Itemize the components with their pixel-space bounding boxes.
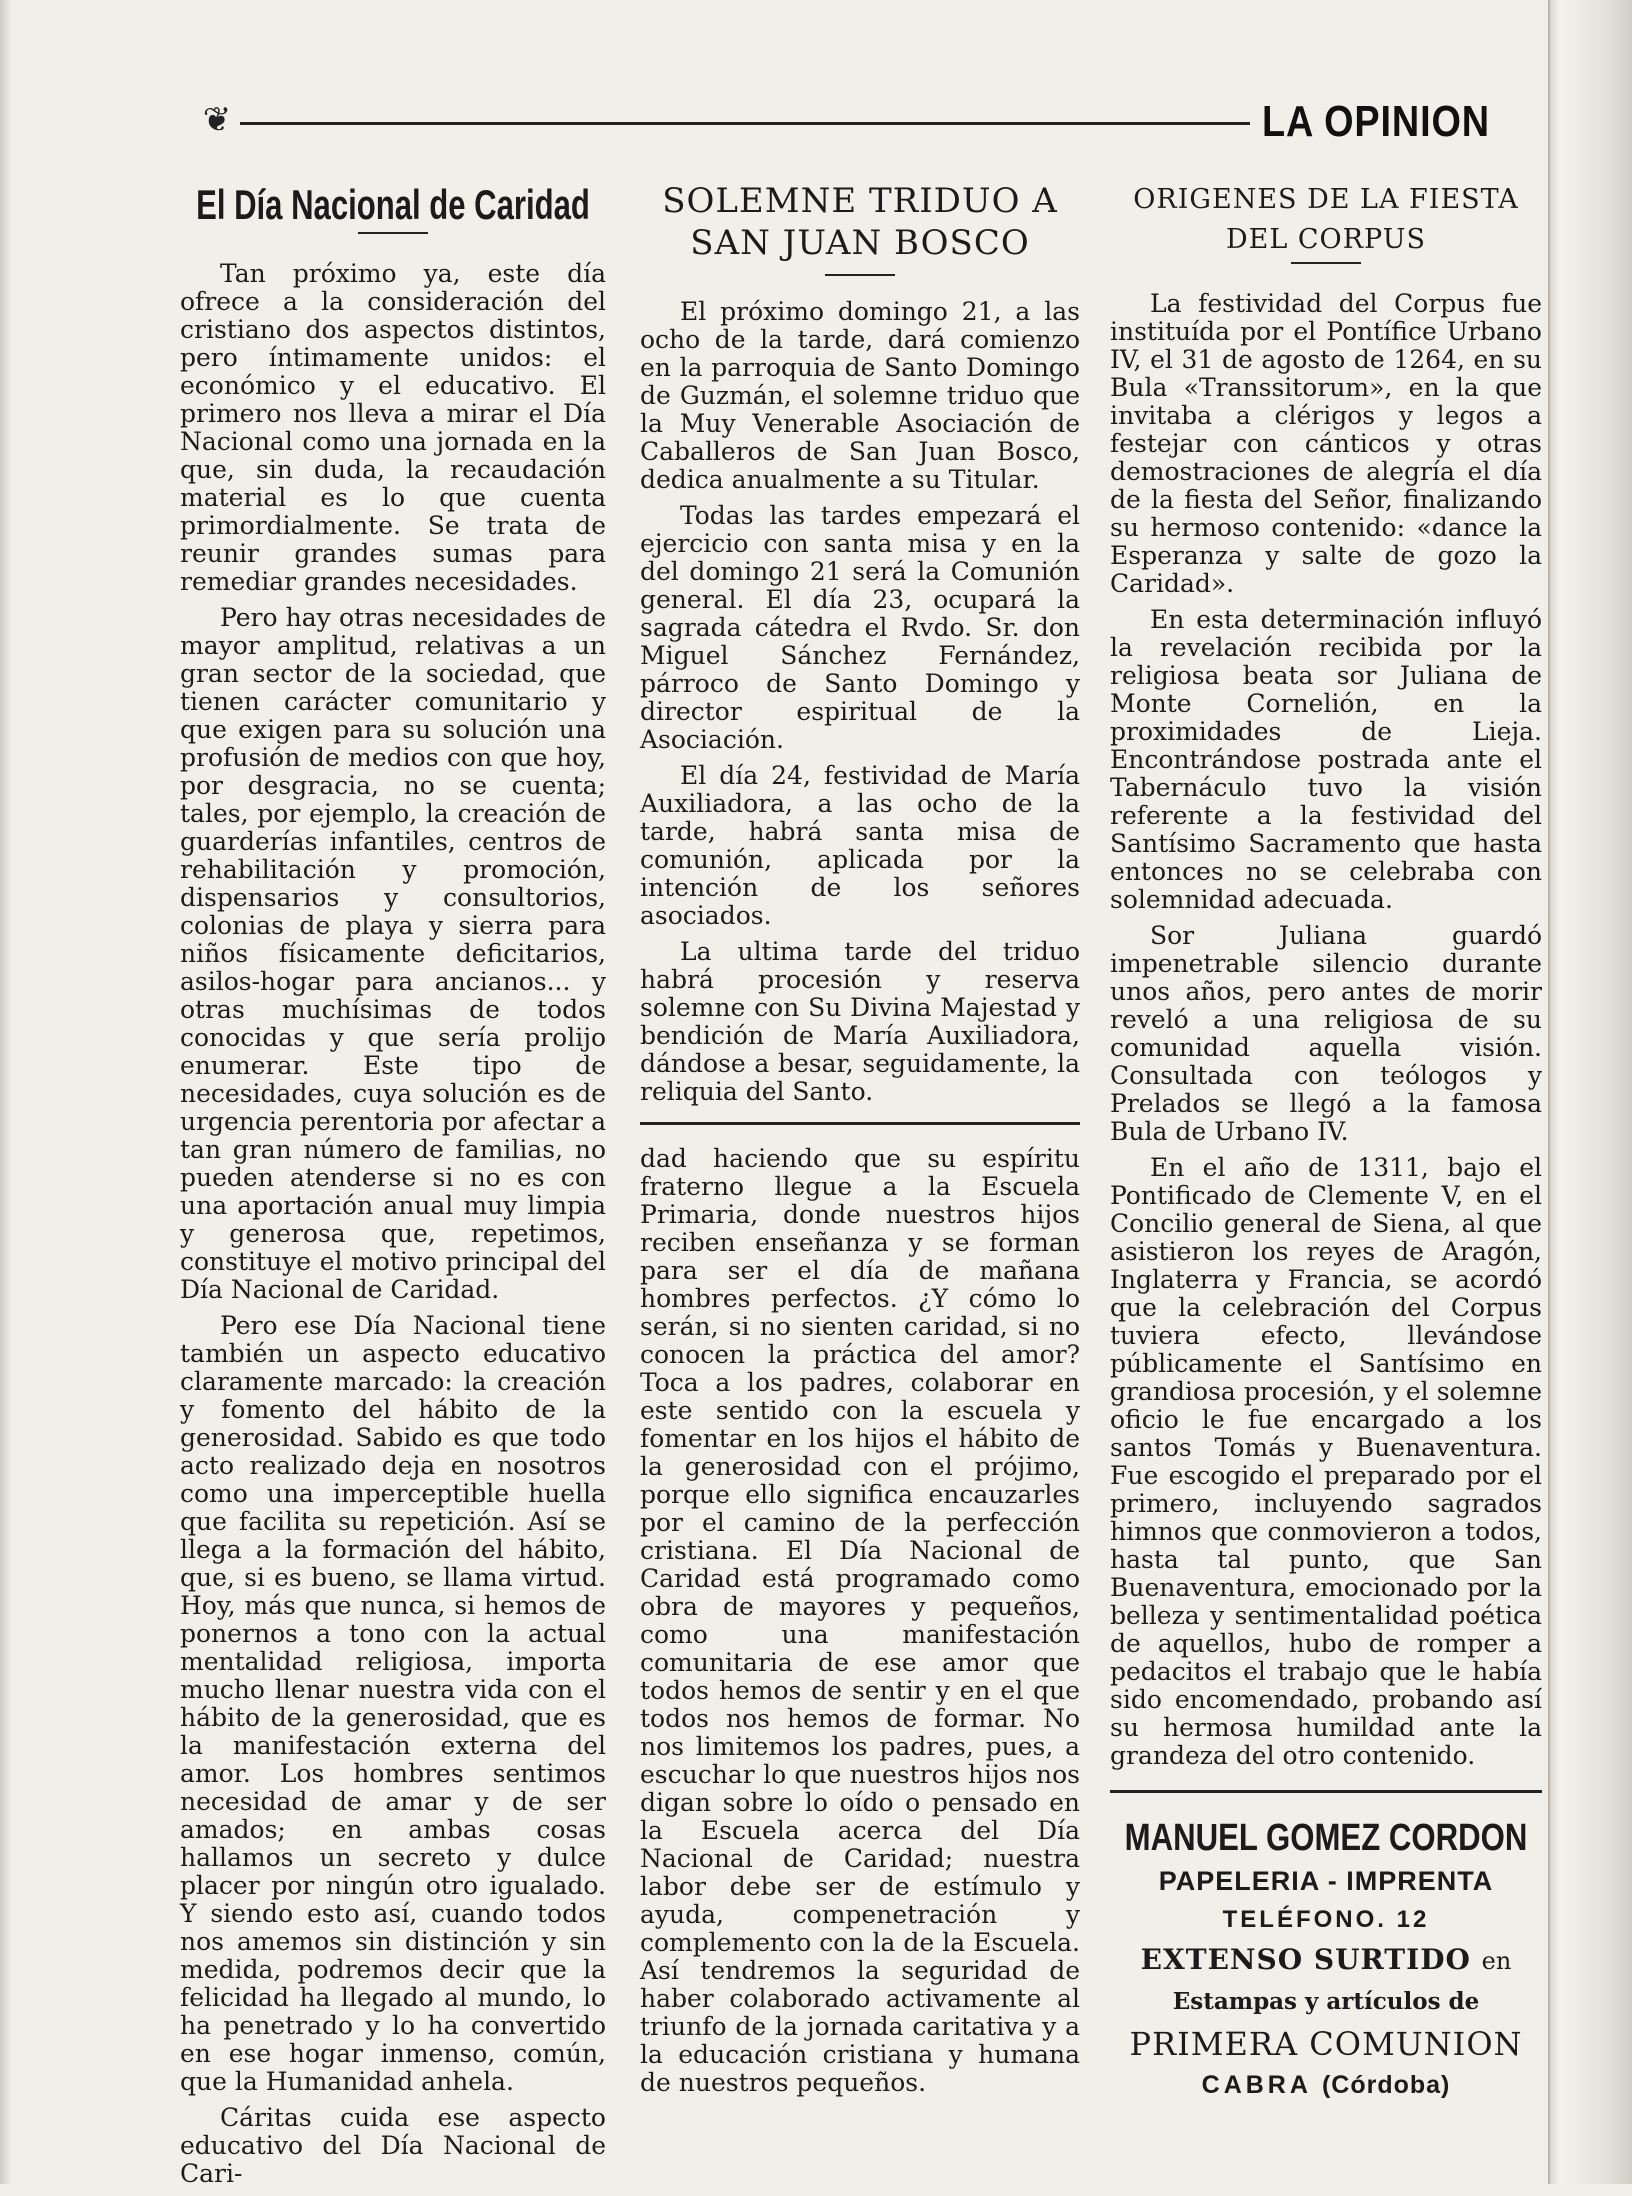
article3-paragraph: En el año de 1311, bajo el Pontificado de Clemente V, en el Concilio general de Siena, al que asistieron los reyes de Aragón, Inglaterra y Francia, se acordó que la celebración del Corpus tuviera efecto, llevándose públicamente el Santísimo en grandiosa procesión, y el solemne oficio le fue encargado a los santos Tomás y Buenaventura. Fue escogido el preparado por el primero, incluyendo sagrados himnos que conmovieron a todos, hasta tal punto, que San Buenaventura, emocionado por la belleza y sentimentalidad poética de aquellos, hubo de romper a pedacitos el trabajo que le había sido encomendado, probando así su hermosa humildad ante la grandeza del otro contenido. <box>1110 1153 1542 1770</box>
article3-paragraph: Sor Juliana guardó impenetrable silencio durante unos años, pero antes de morir reveló a una religiosa de su comunidad aquella visión. Consultada con teólogos y Prelados se llegó a la famosa Bula de Urbano IV. <box>1110 921 1542 1146</box>
next-page-edge <box>1548 0 1632 2184</box>
ad-phone: TELÉFONO. 12 <box>1222 1906 1430 1933</box>
column-3 <box>1110 180 1542 2104</box>
ad-location <box>1110 2066 1542 2104</box>
ad-province: (Córdoba) <box>1321 2071 1451 2099</box>
ad-line-2: Estampas y artículos de <box>1172 1988 1480 2015</box>
article1-paragraph: Tan próximo ya, este día ofrece a la consideración del cristiano dos aspectos distintos, pero íntimamente unidos: el económico y el educativo. El primero nos lleva a mirar el Día Nacional como una jornada en la que, sin duda, la recaudación material es lo que cuenta primordialmente. Se trata de reunir grandes sumas para remediar grandes necesidades. <box>180 259 606 596</box>
title-divider <box>1291 262 1361 264</box>
article3-paragraph: La festividad del Corpus fue instituída por el Pontífice Urbano IV, el 31 de agosto de 1264, en su Bula «Transsitorum», en la que invitaba a clérigos y legos a festejar con cánticos y otras demostraciones de alegría el día de la fiesta del Señor, finalizando su hermoso contenido: «dance la Esperanza y salte de gozo la Caridad». <box>1110 289 1542 598</box>
ad-city: CABRA <box>1201 2071 1311 2099</box>
ad-business-name: MANUEL GOMEZ CORDON <box>1124 1817 1528 1859</box>
article3-paragraph: En esta determinación influyó la revelación recibida por la religiosa beata sor Juliana de Monte Cornelión, en la proximidades de Lieja. Encontrándose postrada ante el Tabernáculo tuvo la visión referente a la festividad del Santísimo Sacramento que hasta entonces no se celebraba con solemnidad adecuada. <box>1110 605 1542 914</box>
article2-paragraph: Todas las tardes empezará el ejercicio con santa misa y en la del domingo 21 será la Comunión general. El día 23, ocupará la sagrada cátedra el Rvdo. Sr. don Miguel Sánchez Fernández, párroco de Santo Domingo y director espiritual de la Asociación. <box>640 501 1080 754</box>
article1-paragraph: Cáritas cuida ese aspecto educativo del Día Nacional de Cari- <box>180 2103 606 2188</box>
article2-paragraph: La ultima tarde del triduo habrá procesión y reserva solemne con Su Divina Majestad y bendición de María Auxiliadora, dándose a besar, seguidamente, la reliquia del Santo. <box>640 937 1080 1106</box>
article2-title-line1: SOLEMNE TRIDUO A <box>662 181 1058 221</box>
title-divider <box>825 274 895 276</box>
column-2 <box>640 180 1080 2105</box>
crest-ornament-icon: ❦ <box>202 100 232 140</box>
advertisement <box>1110 1815 1542 2104</box>
title-divider <box>358 232 428 234</box>
ad-line-1 <box>1110 1939 1542 1982</box>
article1-continuation: dad haciendo que su espíritu fraterno llegue a la Escuela Primaria, donde nuestros hijos reciben enseñanza y se forman para ser el día de mañana hombres perfectos. ¿Y cómo lo serán, si no sienten caridad, si no conocen la práctica del amor? Toca a los padres, colaborar en este sentido con la escuela y fomentar en los hijos el hábito de la generosidad con el prójimo, porque ello significa encauzarles por el camino de la perfección cristiana. El Día Nacional de Caridad está programado como obra de mayores y pequeños, como una manifestación comunitaria de ese amor que todos hemos de sentir y en el que todos nos hemos de formar. No nos limitemos los padres, pues, a escuchar lo que nuestros hijos nos digan sobre lo oído o pensado en la Escuela acerca del Día Nacional de Caridad; nuestra labor debe ser de estímulo y ayuda, compenetración y complemento con la de la Escuela. Así tendremos la seguridad de haber colaborado activamente al triunfo de la jornada caritativa y a la educación cristiana y humana de nuestros pequeños. <box>640 1144 1080 2097</box>
article2-title-line2: SAN JUAN BOSCO <box>690 223 1030 263</box>
masthead: LA OPINION <box>1262 97 1490 146</box>
article2-paragraph: El día 24, festividad de María Auxiliadora, a las ocho de la tarde, habrá santa misa de comunión, aplicada por la intención de los señores asociados. <box>640 761 1080 930</box>
article3-title-line1: ORIGENES DE LA FIESTA <box>1133 184 1519 215</box>
column-1 <box>180 180 606 2196</box>
article2-paragraph: El próximo domingo 21, a las ocho de la tarde, dará comienzo en la parroquia de Santo Domingo de Guzmán, el solemne triduo que la Muy Venerable Asociación de Caballeros de San Juan Bosco, dedica anualmente a su Titular. <box>640 297 1080 494</box>
ad-divider <box>1110 1790 1542 1793</box>
ad-line-1-small: en <box>1481 1947 1512 1975</box>
article1-paragraph: Pero ese Día Nacional tiene también un aspecto educativo claramente marcado: la creación y fomento del hábito de la generosidad. Sabido es que todo acto realizado deja en nosotros como una imperceptible huella que facilita su repetición. Así se llega a la formación del hábito, que, si es bueno, se llama virtud. Hoy, más que nunca, si hemos de ponernos a tono con la actual mentalidad religiosa, importa mucho llenar nuestra vida con el hábito de la generosidad, que es la manifestación externa del amor. Los hombres sentimos necesidad de amar y de ser amados; en ambas cosas hallamos un secreto y dulce placer por ningún otro igualado. Y siendo esto así, cuando todos nos amemos sin distinción y sin medida, podremos decir que la felicidad ha llegado al mundo, lo ha penetrado y lo ha convertido en ese hogar inmenso, común, que la Humanidad anhela. <box>180 1311 606 2096</box>
page-gutter-shadow <box>0 0 12 2184</box>
ad-business-type: PAPELERIA - IMPRENTA <box>1158 1866 1494 1896</box>
header-rule <box>240 122 1250 125</box>
article3-title-line2: DEL CORPUS <box>1226 224 1426 255</box>
article1-title: El Día Nacional de Caridad <box>196 181 590 228</box>
ad-line-3: PRIMERA COMUNION <box>1129 2025 1523 2063</box>
article1-paragraph: Pero hay otras necesidades de mayor amplitud, relativas a un gran sector de la sociedad, que tienen carácter comunitario y que exigen para su solución una profusión de medios con que hoy, por desgracia, no se cuenta; tales, por ejemplo, la creación de guarderías infantiles, centros de rehabilitación y promoción, dispensarios y consultorios, colonias de playa y sierra para niños físicamente deficitarios, asilos-hogar para ancianos... y otras muchísimas de todos conocidas y que sería prolijo enumerar. Este tipo de necesidades, cuya solución es de urgencia perentoria por afectar a tan gran número de familias, no pueden atenderse si no es con una aportación anual muy limpia y generosa que, repetimos, constituye el motivo principal del Día Nacional de Caridad. <box>180 603 606 1304</box>
ad-line-1-bold: EXTENSO SURTIDO <box>1140 1943 1471 1976</box>
section-divider <box>640 1122 1080 1125</box>
